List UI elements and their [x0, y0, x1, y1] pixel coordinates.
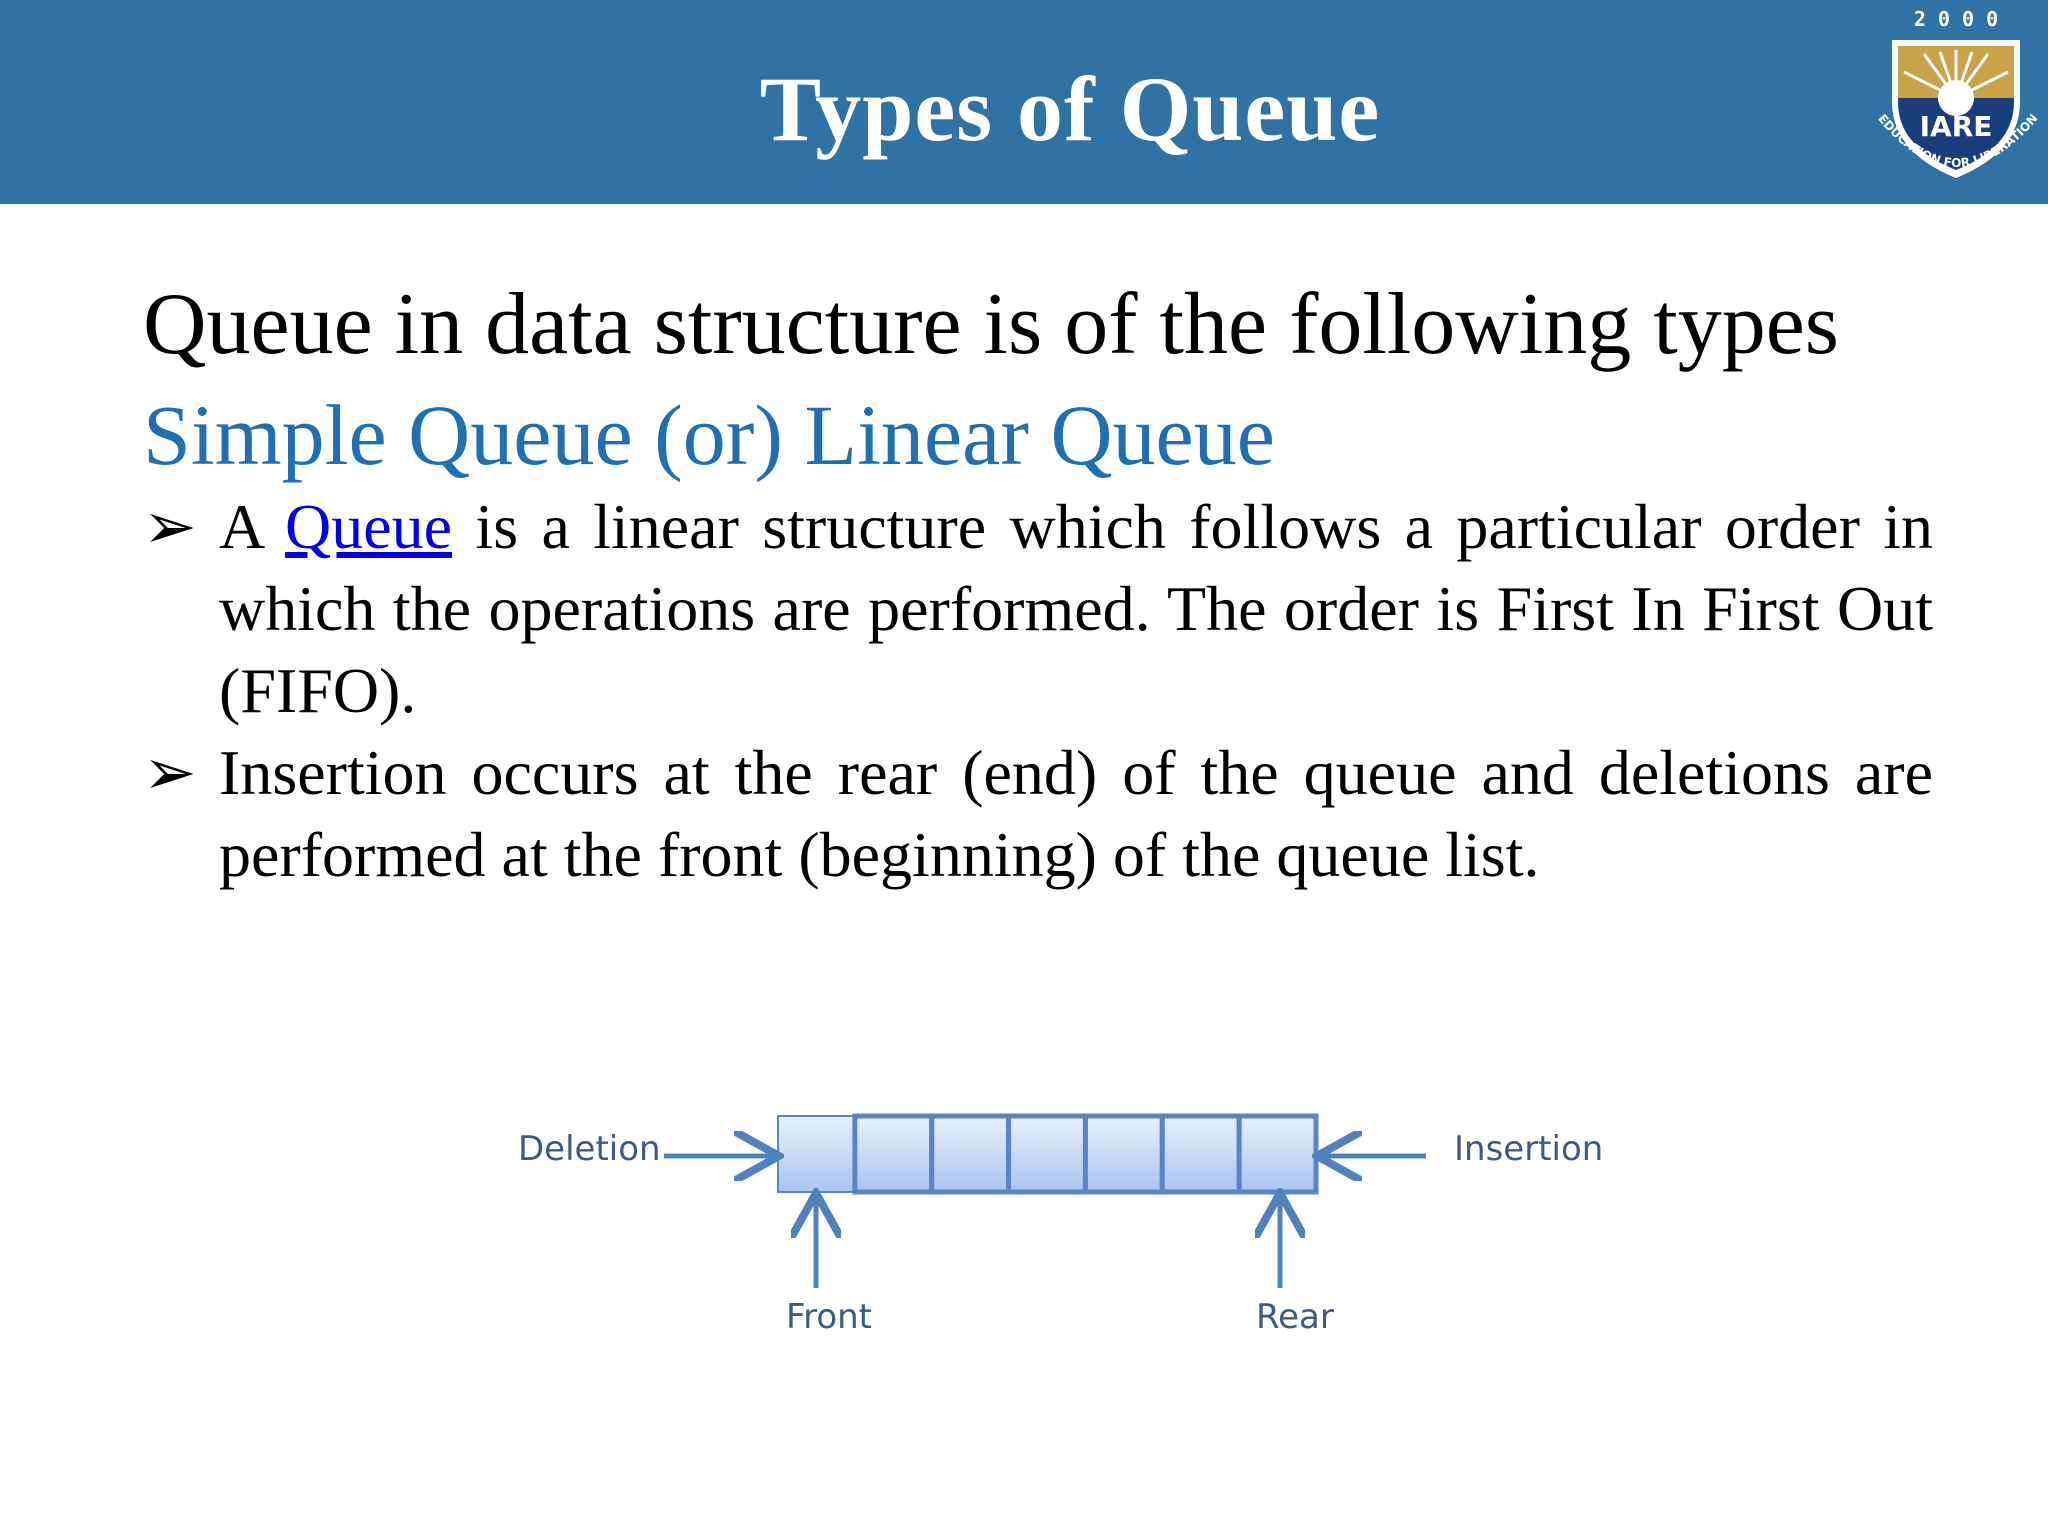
queue-cell: [1239, 1116, 1316, 1192]
arrow-bullet-icon: ➢: [143, 491, 197, 562]
insertion-label: Insertion: [1454, 1129, 1604, 1169]
logo-year: 2 0 0 0: [1913, 7, 1999, 31]
bullet-text: Insertion occurs at the rear (end) of the queue and deletions are performed at the front (beginning) of the queue list.: [219, 737, 1933, 890]
queue-link[interactable]: Queue: [285, 491, 453, 562]
queue-type-heading: Simple Queue (or) Linear Queue: [143, 387, 1275, 483]
logo-name: IARE: [1919, 110, 1993, 143]
intro-text: Queue in data structure is of the following types: [143, 276, 1840, 373]
queue-cells: [778, 1116, 1316, 1192]
bullet-rest: is a linear structure which follows a particular order in which the operations are performed. The order is First In First Out (FIFO).: [219, 491, 1933, 726]
queue-cell: [1009, 1116, 1086, 1192]
deletion-label: Deletion: [518, 1129, 661, 1169]
logo-motto: EDUCATION FOR LIBERATION: [1875, 111, 2041, 171]
queue-cell: [932, 1116, 1009, 1192]
rear-label: Rear: [1256, 1297, 1334, 1337]
queue-cell: [855, 1116, 932, 1192]
slide-title: Types of Queue: [759, 58, 1381, 160]
arrow-bullet-icon: ➢: [143, 737, 197, 808]
bullet-prefix: A: [219, 491, 286, 562]
queue-cell: [1085, 1116, 1162, 1192]
front-label: Front: [786, 1297, 872, 1337]
queue-cell: [778, 1116, 855, 1192]
queue-cell: [1162, 1116, 1239, 1192]
